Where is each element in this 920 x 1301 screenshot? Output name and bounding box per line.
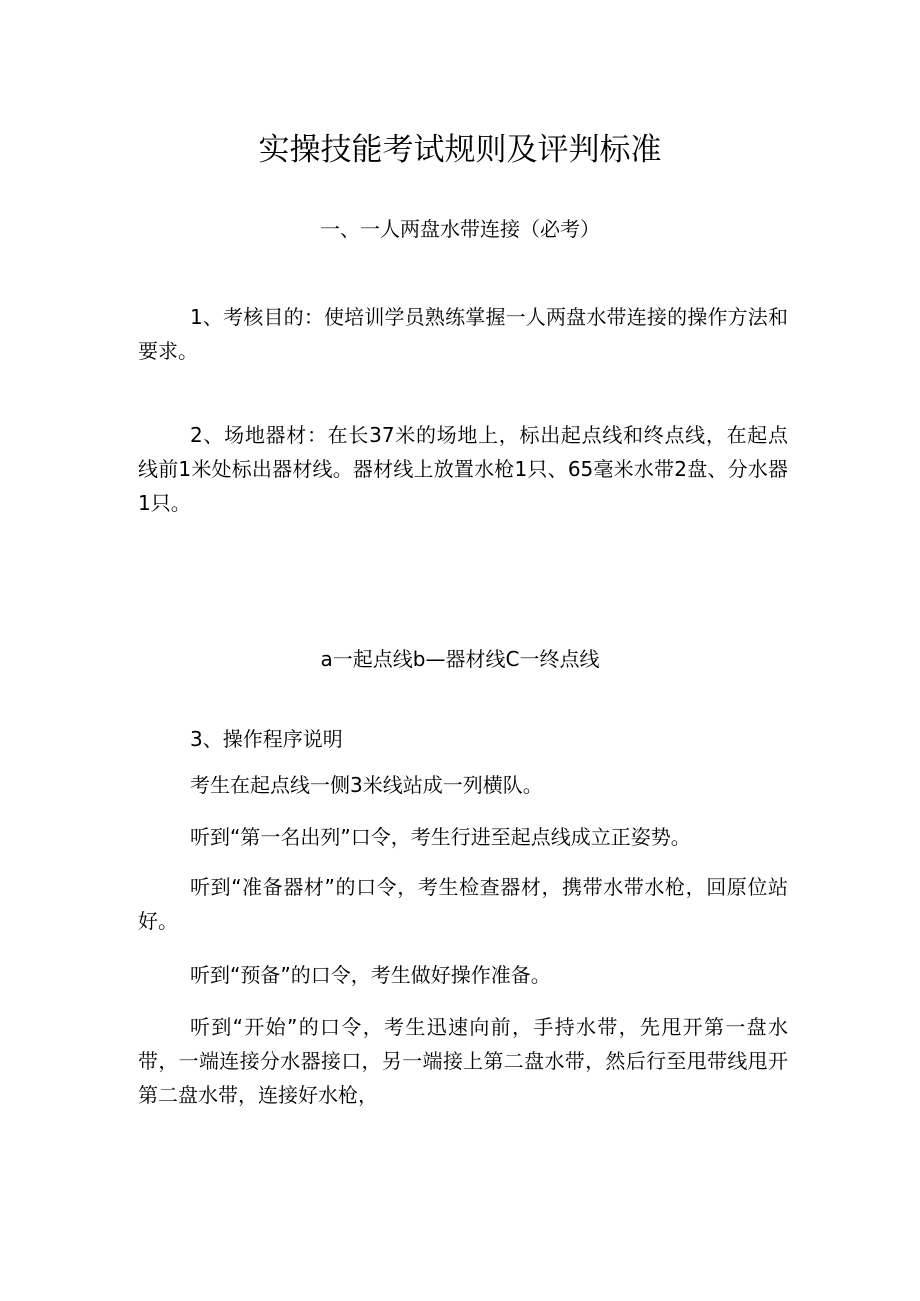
paragraph-procedure-step: 考生在起点线一侧3米线站成一列横队。	[190, 773, 543, 797]
paragraph-procedure-heading: 3、操作程序说明	[190, 727, 343, 751]
paragraph-procedure-step: 听到“开始”的口令，考生迅速向前，手持水带，先甩开第一盘水带，一端连接分水器接口，另一端接上第二盘水带，然后行至甩带线甩开第二盘水带，连接好水枪，	[138, 1015, 788, 1107]
paragraph-procedure-step: 听到“第一名出列”口令，考生行进至起点线成立正姿势。	[190, 825, 691, 849]
paragraph-procedure-step: 听到“准备器材”的口令，考生检查器材，携带水带水枪，回原位站好。	[138, 875, 788, 933]
paragraph-procedure-step: 听到“预备”的口令，考生做好操作准备。	[190, 963, 551, 987]
paragraph-objective: 1、考核目的：使培训学员熟练掌握一人两盘水带连接的操作方法和要求。	[138, 305, 788, 363]
section-heading: 一、一人两盘水带连接（必考）	[320, 217, 600, 241]
figure-caption: a一起点线b—器材线C一终点线	[320, 647, 600, 671]
paragraph-venue-equipment: 2、场地器材：在长37米的场地上，标出起点线和终点线，在起点线前1米处标出器材线。器材线上放置水枪1只、65毫米水带2盘、分水器1只。	[138, 423, 788, 515]
document-title: 实操技能考试规则及评判标准	[258, 132, 662, 168]
